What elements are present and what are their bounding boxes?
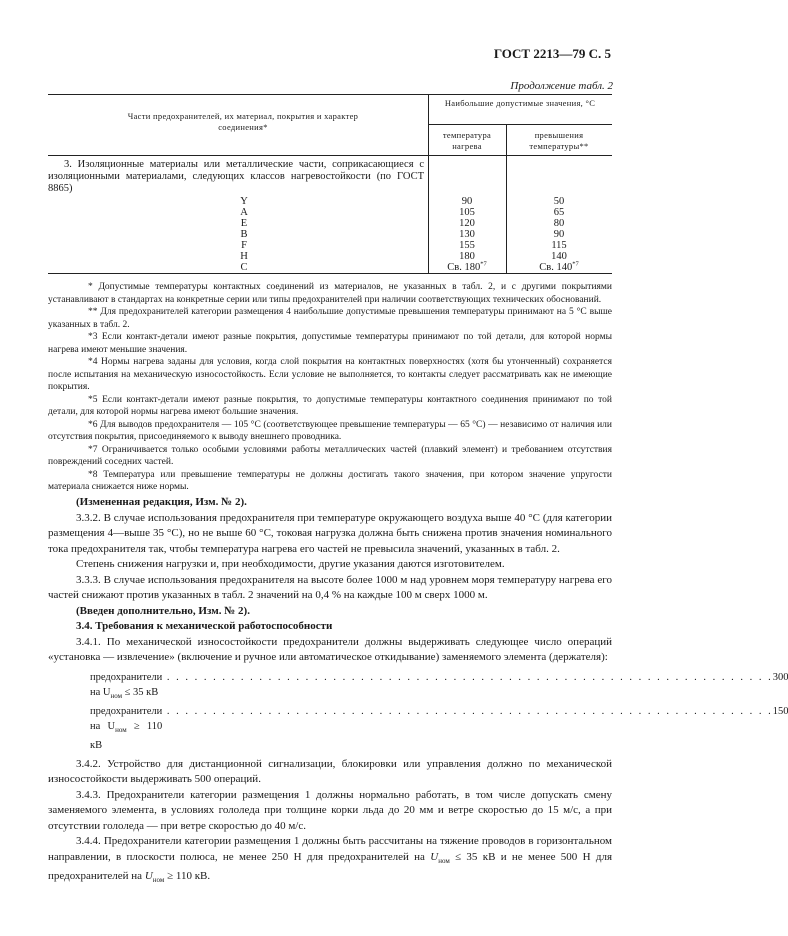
- table-header-limits: Наибольшие допустимые значения, °С: [444, 98, 596, 108]
- rise-cell: 80: [553, 218, 565, 229]
- temp-cell: 105: [459, 207, 475, 218]
- class-cell: E: [240, 218, 248, 229]
- class-cell: A: [240, 207, 248, 218]
- table-row: [0, 218, 661, 229]
- paragraph-3-4-3: 3.4.3. Предохранители категории размещения 1 должны нормально работать, в том числе допускать смену заменяемого элемента, в условиях гололеда при толщине корки льда до 20 мм и ветре скоростью до 15 м/с, а при отсутствии гололеда — при ветре скоростью до 40 м/с.: [48, 788, 612, 832]
- edit-note: (Измененная редакция, Изм. № 2).: [76, 496, 247, 508]
- table-header-rule: [48, 155, 612, 156]
- footnote: *6 Для выводов предохранителя — 105 °С (соответствующее превышение температуры — 65 °С) — независимо от наличия или отсутствия покрытия, присоединяемого к выводу внешнего проводника.: [48, 419, 612, 442]
- table-row: [0, 251, 661, 262]
- class-cell: H: [240, 251, 248, 262]
- paragraph-3-4-4: 3.4.4. Предохранители категории размещения 1 должны быть рассчитаны на тяжение проводов в горизонтальном направлении, в плоскости полюса, не менее 250 Н для предохранителей на $U_{ном} \le 35$ кВ и не менее 500 Н для предохранителей на $U_{ном} \ge 110$ кВ.: [48, 835, 613, 885]
- class-cell: Y: [240, 196, 248, 207]
- class-cell: C: [240, 262, 248, 273]
- footnote: * Допустимые температуры контактных соединений из материалов, не указанных в табл. 2, и с другими покрытиями устанавливают в стандартах на конкретные серии или типы предохранителей при наличии соответствующих технических обоснований.: [48, 282, 612, 305]
- rise-cell: 65: [553, 207, 565, 218]
- list-item: предохранители на $U_{ном} \ge 110$ кВ . . . . . . . . . . . . . . . . . . . . . . . . . . . . . . . . . . . . . . . . . . . . . . . . . . . . . . . . . . . . . . . . . . 150: [90, 705, 788, 751]
- table-row: [0, 196, 661, 207]
- footnote: *3 Если контакт-детали имеют разные покрытия, допустимые температуры принимают по той детали, для которой нормы нагрева имеют меньшие значения.: [48, 332, 612, 355]
- temp-cell: 180: [459, 251, 475, 262]
- table-header-temp: температура нагрева: [442, 130, 492, 151]
- temp-cell: 155: [459, 240, 475, 251]
- temp-cell: Св. 180$^{*7}$: [447, 260, 487, 273]
- paragraph-3-4-1: 3.4.1. По механической износостойкости предохранители должны выдерживать следующее число операций «установка — извлечение» (включение и ручное или автоматическое откидывание) заменяемого элемента (держателя):: [48, 635, 612, 663]
- section-heading: 3.4. Требования к механической работоспособности: [76, 620, 333, 632]
- paragraph-3-4-2: 3.4.2. Устройство для дистанционной сигнализации, блокировки или управления должно по механической износостойкости выдерживать 500 операций.: [48, 757, 612, 786]
- temp-cell: 130: [459, 229, 475, 240]
- table-rows: [0, 196, 661, 273]
- table-row-title: 3. Изоляционные материалы или металлические части, соприкасающиеся с изоляционными материалами, следующих классов нагревостойкости (по ГОСТ 8865): [48, 159, 424, 194]
- temp-cell: 90: [461, 196, 473, 207]
- table-row: [0, 262, 661, 273]
- rise-cell: 140: [551, 251, 567, 262]
- paragraph-3-3-2-note: Степень снижения нагрузки и, при необходимости, другие указания даются изготовителем.: [76, 558, 505, 570]
- table-top-rule: [48, 94, 612, 95]
- body-text: [48, 495, 788, 889]
- table-header-rise: превышения температуры**: [529, 130, 589, 151]
- temp-cell: 120: [459, 218, 475, 229]
- footnote: *4 Нормы нагрева заданы для условия, когда слой покрытия на контактных поверхностях (хотя бы утонченный) сохраняется после испытания на механическую износостойкость. Если условие не выполняется, то контакты следует рассматривать как не имеющие покрытия.: [48, 357, 612, 392]
- footnote: *8 Температура или превышение температуры не должны достигать такого значения, при котором значение упругости материала снижается ниже нормы.: [48, 469, 612, 492]
- footnotes: [48, 281, 612, 494]
- table-bottom-rule: [48, 273, 612, 274]
- table-row: [0, 207, 661, 218]
- paragraph-3-3-3: 3.3.3. В случае использования предохранителя на высоте более 1000 м над уровнем моря температуру нагрева его частей снижают против указанных в табл. 2 значений на 0,4 % на каждые 100 м сверх 1000 м.: [48, 573, 612, 601]
- page-header: ГОСТ 2213—79 С. 5: [493, 46, 611, 61]
- table-row: [0, 240, 661, 251]
- list-item: предохранители на $U_{ном} \le 35$ кВ . . . . . . . . . . . . . . . . . . . . . . . . . . . . . . . . . . . . . . . . . . . . . . . . . . . . . . . . . . . . . . . . . . 300: [90, 671, 788, 700]
- rise-cell: 90: [553, 229, 565, 240]
- rise-cell: Св. 140$^{*7}$: [539, 260, 579, 273]
- edit-note: (Введен дополнительно, Изм. № 2).: [76, 604, 250, 617]
- footnote: ** Для предохранителей категории размещения 4 наибольшие допустимые превышения температуры принимают на 5 °С выше указанных в табл. 2.: [48, 307, 612, 330]
- footnote: *7 Ограничивается только особыми условиями работы металлических частей (плавкий элемент) и требованием отсутствия повреждений соседних частей.: [48, 444, 612, 467]
- table-continuation-label: Продолжение табл. 2: [510, 80, 613, 92]
- table-header-parts: Части предохранителей, их материал, покрытия и характер соединения*: [127, 111, 359, 132]
- class-cell: F: [241, 240, 247, 251]
- rise-cell: 115: [551, 240, 567, 251]
- table-subheader-rule: [428, 124, 612, 125]
- footnote: *5 Если контакт-детали имеют разные покрытия, то допустимые температуры контактного соединения принимают по той детали, для которой нормы нагрева имеют большие значения.: [48, 394, 612, 417]
- class-cell: B: [240, 229, 248, 240]
- rise-cell: 50: [553, 196, 565, 207]
- paragraph-3-3-2: 3.3.2. В случае использования предохранителя при температуре окружающего воздуха выше 40 °С (для категории размещения 4—выше 35 °С), но не выше 60 °С, токовая нагрузка должна быть снижена против значения номинального тока предохранителя так, чтобы температура нагрева его частей не превысила значений, указанных в табл. 2.: [48, 511, 612, 555]
- table-row: [0, 229, 661, 240]
- operations-list: [48, 670, 788, 753]
